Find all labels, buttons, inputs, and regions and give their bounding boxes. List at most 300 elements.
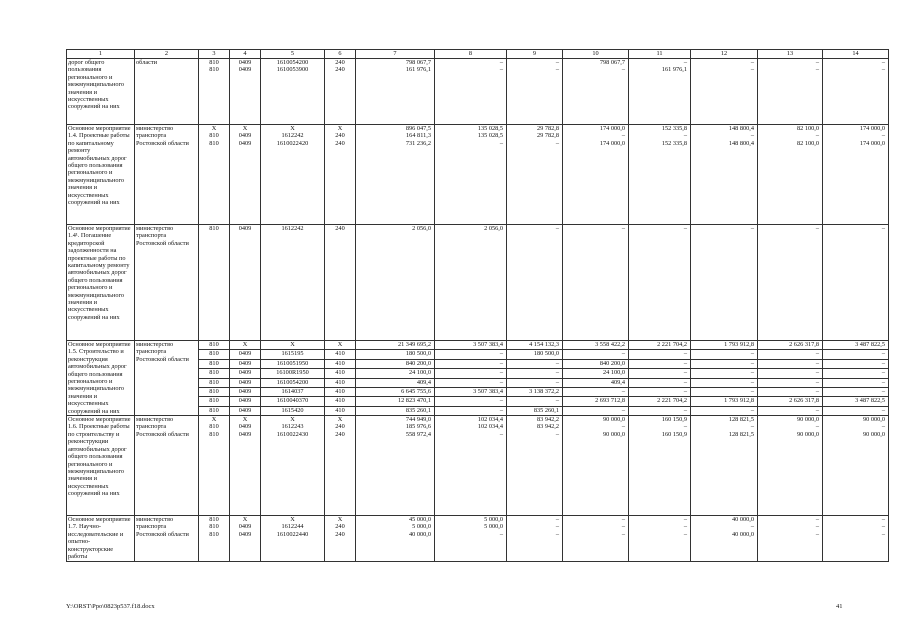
cell-value: – [499,406,503,414]
cell-value: 0409 [238,350,252,358]
value-cell [629,406,691,415]
cell-value: 3 507 383,4 [473,341,503,348]
value-cell [563,350,629,359]
cell-value: 5 000,0 [412,523,431,531]
cell-value: 160 150,9 [661,430,687,438]
cell-value: – [499,397,503,405]
cell-value: – [881,359,885,367]
cell-value: 90 000,0 [796,430,819,438]
value-cell [230,397,261,406]
cell-value: 185 976,6 [405,423,431,431]
cell-value: 1610040370 [276,397,309,405]
cell-value: – [815,369,819,377]
value-cell [199,59,230,125]
cell-value: 2 626 317,8 [789,397,819,405]
cell-value: 2 221 704,2 [657,397,687,405]
cell-value: – [750,387,754,395]
value-cell [325,350,356,359]
value-cell [435,341,507,350]
value-cell [325,397,356,406]
value-cell [563,416,629,516]
cell-value: 0409 [238,132,252,140]
cell-value: 40 000,0 [731,516,754,524]
value-cell [691,350,758,359]
cell-value: – [683,406,687,414]
value-cell [230,359,261,368]
cell-value: 0409 [238,423,252,431]
cell-value: 810 [209,430,219,438]
cell-value: X [211,125,217,132]
cell-value: 3 487 822,5 [855,397,885,405]
cell-value: 1610051950 [276,359,309,367]
cell-value: 1610022430 [276,430,309,438]
cell-value: 810 [209,423,219,431]
cell-value: 810 [209,378,219,386]
value-cell [629,387,691,396]
cell-value: – [499,359,503,367]
cell-value: – [555,397,559,405]
value-cell [758,350,823,359]
cell-value: 840 200,0 [405,359,431,367]
cell-value: 1610054200 [276,59,309,66]
cell-value: – [881,423,885,431]
cell-value: – [815,350,819,358]
col-header: 3 [199,50,230,59]
value-cell [563,369,629,378]
cell-value: – [499,430,503,438]
executor-cell: области [135,59,199,125]
cell-value: 1612242 [281,225,304,232]
value-cell [691,341,758,350]
value-cell [230,416,261,516]
value-cell [823,378,889,387]
cell-value: 1612243 [281,423,304,431]
cell-value: – [750,225,754,232]
cell-value: – [750,523,754,531]
cell-value: – [881,66,885,74]
value-cell [629,516,691,561]
cell-value: – [750,66,754,74]
executor-cell: министерство транспорта Ростовской области [135,516,199,561]
cell-value: X [211,416,217,424]
value-cell [507,59,563,125]
cell-value: – [555,369,559,377]
cell-value: – [555,139,559,147]
cell-value: 810 [209,523,219,531]
cell-value: 810 [209,59,219,66]
cell-value: 810 [209,359,219,367]
col-header: 9 [507,50,563,59]
value-cell [563,378,629,387]
cell-value: 744 949,0 [405,416,431,424]
cell-value: X [242,416,248,424]
cell-value: 164 811,3 [406,132,431,140]
value-cell [691,516,758,561]
cell-value: 410 [335,359,345,367]
activity-name-cell: Основное мероприятие 1.4¹. Погашение кредиторской задолженности на проектные работы по капитальному ремонту автомобильных дорог общего пользования регионального и межмуниципального значения и искусственных сооружений на них [67,225,135,341]
cell-value: X [290,341,295,348]
value-cell [507,369,563,378]
value-cell [325,359,356,368]
cell-value: – [683,225,687,232]
cell-value: 148 800,4 [728,139,754,147]
value-cell [261,406,325,415]
table-row [67,59,889,125]
cell-value: 240 [335,59,345,66]
cell-value: 16100R1950 [276,369,309,377]
value-cell [199,341,230,350]
value-cell [435,359,507,368]
cell-value: 0409 [238,406,252,414]
cell-value: – [499,369,503,377]
cell-value: 0409 [238,59,252,66]
cell-value: X [242,341,248,348]
value-cell [563,59,629,125]
cell-value: 835 260,1 [533,406,559,414]
cell-value: – [881,369,885,377]
value-cell [758,369,823,378]
cell-value: 410 [335,406,345,414]
cell-value: 810 [209,369,219,377]
cell-value: 135 028,5 [477,125,503,132]
table-row [67,416,889,516]
cell-value: 410 [335,397,345,405]
cell-value: – [683,523,687,531]
cell-value: 810 [209,225,219,232]
value-cell [356,397,435,406]
cell-value: 160 150,9 [661,416,687,424]
cell-value: – [683,516,687,524]
table-body [67,50,889,562]
cell-value: 0409 [238,530,252,538]
value-cell [199,416,230,516]
cell-value: 21 349 695,2 [397,341,431,348]
cell-value: – [499,139,503,147]
cell-value: – [881,387,885,395]
value-cell [758,387,823,396]
value-cell [507,416,563,516]
cell-value: 1 793 912,8 [724,341,754,348]
cell-value: 2 056,0 [412,225,431,232]
value-cell [230,225,261,341]
col-header: 5 [261,50,325,59]
value-cell [758,378,823,387]
cell-value: X [337,516,343,524]
cell-value: 90 000,0 [796,416,819,424]
value-cell [325,225,356,341]
cell-value: 810 [209,397,219,405]
cell-value: – [881,378,885,386]
value-cell [758,359,823,368]
cell-value: X [290,516,295,524]
cell-value: – [555,225,559,232]
value-cell [261,387,325,396]
value-cell [823,516,889,561]
value-cell [356,369,435,378]
value-cell [356,59,435,125]
value-cell [758,406,823,415]
value-cell [691,59,758,125]
col-header: 6 [325,50,356,59]
value-cell [823,406,889,415]
cell-value: X [242,516,248,524]
cell-value: 240 [335,66,345,74]
cell-value: X [337,416,343,424]
cell-value: – [881,350,885,358]
value-cell [199,387,230,396]
value-cell [325,416,356,516]
value-cell [507,225,563,341]
value-cell [507,350,563,359]
cell-value: 558 972,4 [405,430,431,438]
executor-cell: министерство транспорта Ростовской области [135,225,199,341]
value-cell [435,350,507,359]
cell-value: X [337,125,343,132]
cell-value: 29 782,8 [536,132,559,140]
cell-value: 3 507 383,4 [473,387,503,395]
value-cell [261,397,325,406]
cell-value: 1615195 [281,350,304,358]
cell-value: 128 821,5 [728,430,754,438]
budget-table [66,49,889,562]
value-cell [507,341,563,350]
value-cell [823,369,889,378]
value-cell [758,341,823,350]
value-cell [199,125,230,225]
cell-value: 3 138 372,2 [529,387,559,395]
value-cell [199,225,230,341]
value-cell [691,397,758,406]
col-header: 11 [629,50,691,59]
cell-value: 0409 [238,225,252,232]
table-row [67,225,889,341]
cell-value: – [750,423,754,431]
value-cell [691,369,758,378]
cell-value: – [683,530,687,538]
value-cell [325,341,356,350]
cell-value: 0409 [238,359,252,367]
cell-value: – [683,359,687,367]
value-cell [435,406,507,415]
cell-value: 161 976,1 [661,66,687,74]
value-cell [261,378,325,387]
value-cell [691,125,758,225]
cell-value: 3 487 822,5 [855,341,885,348]
cell-value: 82 100,0 [796,125,819,132]
cell-value: – [815,225,819,232]
value-cell [758,397,823,406]
cell-value: 810 [209,139,219,147]
cell-value: 3 558 422,2 [595,341,625,348]
value-cell [356,378,435,387]
cell-value: 0409 [238,369,252,377]
cell-value: 810 [209,406,219,414]
value-cell [199,378,230,387]
cell-value: – [683,132,687,140]
value-cell [507,516,563,561]
cell-value: – [555,378,559,386]
executor-cell: министерство транспорта Ростовской области [135,341,199,416]
value-cell [356,416,435,516]
cell-value: – [499,59,503,66]
cell-value: – [621,350,625,358]
value-cell [823,341,889,350]
col-header: 1 [67,50,135,59]
value-cell [563,125,629,225]
cell-value: – [683,369,687,377]
cell-value: 82 100,0 [796,139,819,147]
activity-name-cell: Основное мероприятие 1.5. Строительство и реконструкция автомобильных дорог общего пользования регионального и межмуниципального значения и искусственных сооружений на них [67,341,135,416]
cell-value: – [555,59,559,66]
value-cell [691,387,758,396]
cell-value: 240 [335,430,345,438]
value-cell [563,406,629,415]
cell-value: – [815,530,819,538]
executor-cell: министерство транспорта Ростовской области [135,125,199,225]
col-header: 8 [435,50,507,59]
cell-value: – [881,523,885,531]
col-header: 4 [230,50,261,59]
cell-value: – [683,350,687,358]
cell-value: 1610053900 [276,66,309,74]
cell-value: 29 782,8 [536,125,559,132]
cell-value: 731 236,2 [405,139,431,147]
cell-value: 2 221 704,2 [657,341,687,348]
cell-value: 45 000,0 [408,516,431,524]
value-cell [563,341,629,350]
cell-value: 1610022440 [276,530,309,538]
cell-value: – [750,406,754,414]
cell-value: – [881,225,885,232]
value-cell [230,59,261,125]
cell-value: X [290,125,295,132]
table-row [67,516,889,561]
cell-value: 90 000,0 [862,416,885,424]
cell-value: – [815,406,819,414]
executor-cell: министерство транспорта Ростовской области [135,416,199,516]
value-cell [823,225,889,341]
value-cell [823,387,889,396]
cell-value: 161 976,1 [405,66,431,74]
value-cell [758,125,823,225]
value-cell [823,397,889,406]
cell-value: – [815,523,819,531]
cell-value: 90 000,0 [862,430,885,438]
value-cell [563,387,629,396]
cell-value: – [815,387,819,395]
value-cell [356,387,435,396]
value-cell [325,406,356,415]
value-cell [356,406,435,415]
cell-value: 152 335,8 [661,125,687,132]
value-cell [758,416,823,516]
cell-value: 83 942,2 [536,423,559,431]
cell-value: – [555,530,559,538]
value-cell [823,125,889,225]
value-cell [261,350,325,359]
value-cell [261,516,325,561]
cell-value: – [555,430,559,438]
value-cell [199,350,230,359]
cell-value: 0409 [238,387,252,395]
cell-value: 840 200,0 [599,359,625,367]
cell-value: 0409 [238,523,252,531]
cell-value: – [621,423,625,431]
value-cell [325,516,356,561]
value-cell [356,341,435,350]
cell-value: 240 [335,423,345,431]
cell-value: – [815,66,819,74]
value-cell [629,378,691,387]
cell-value: 810 [209,341,219,348]
value-cell [563,516,629,561]
cell-value: 810 [209,387,219,395]
document-path: Y:\ORST\Ppo\0823p537.f18.docx [66,603,155,610]
value-cell [261,416,325,516]
cell-value: 174 000,0 [859,125,885,132]
cell-value: 798 067,7 [405,59,431,66]
cell-value: – [621,387,625,395]
cell-value: – [555,359,559,367]
cell-value: – [499,66,503,74]
cell-value: – [815,132,819,140]
value-cell [823,350,889,359]
value-cell [435,225,507,341]
cell-value: – [750,359,754,367]
cell-value: – [750,350,754,358]
value-cell [261,225,325,341]
value-cell [507,387,563,396]
cell-value: 135 028,5 [477,132,503,140]
value-cell [199,369,230,378]
cell-value: 410 [335,378,345,386]
value-cell [325,369,356,378]
cell-value: – [881,406,885,414]
cell-value: 0409 [238,139,252,147]
value-cell [691,225,758,341]
value-cell [507,359,563,368]
cell-value: – [499,378,503,386]
value-cell [691,378,758,387]
cell-value: – [881,132,885,140]
cell-value: – [815,378,819,386]
value-cell [325,59,356,125]
value-cell [356,125,435,225]
cell-value: – [683,423,687,431]
value-cell [261,125,325,225]
cell-value: 90 000,0 [602,416,625,424]
value-cell [356,350,435,359]
cell-value: – [621,66,625,74]
cell-value: – [750,59,754,66]
value-cell [691,416,758,516]
value-cell [629,397,691,406]
cell-value: 1 793 912,8 [724,397,754,405]
cell-value: 240 [335,523,345,531]
cell-value: 240 [335,225,345,232]
cell-value: 0409 [238,66,252,74]
value-cell [325,378,356,387]
value-cell [629,359,691,368]
value-cell [435,516,507,561]
col-header: 2 [135,50,199,59]
cell-value: 409,4 [416,378,431,386]
value-cell [356,359,435,368]
cell-value: 1615420 [281,406,304,414]
table-row [67,125,889,225]
value-cell [435,378,507,387]
value-cell [199,406,230,415]
